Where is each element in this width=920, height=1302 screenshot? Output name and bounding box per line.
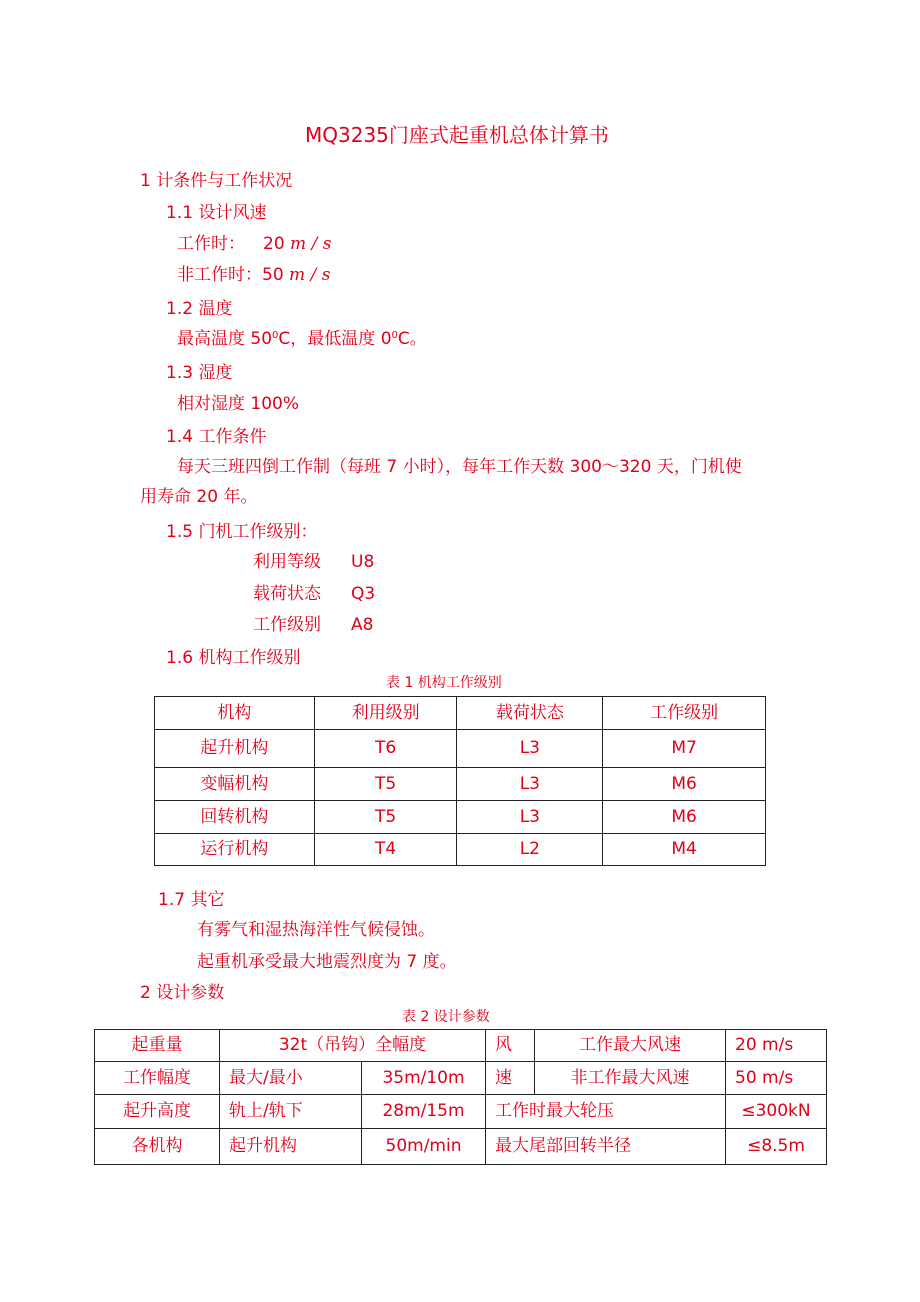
table-row (95, 1129, 827, 1165)
table-cell: 各机构 (95, 1129, 220, 1165)
section-1-5-heading: 1.5 门机工作级别： (166, 522, 318, 542)
other-line-2: 起重机承受最大地震烈度为 7 度。 (197, 952, 457, 972)
table-cell: 20 m/s (726, 1030, 827, 1062)
table-cell: 50 m/s (726, 1062, 827, 1095)
table-cell: 起升机构 (220, 1129, 362, 1165)
table-header-cell: 工作级别 (603, 697, 766, 730)
degree-mark: 0 (272, 330, 279, 341)
table-cell: 32t（吊钩）全幅度 (220, 1030, 486, 1062)
class-value: A8 (351, 615, 374, 635)
table-row (95, 1062, 827, 1095)
table-cell: M6 (603, 768, 766, 801)
table-header-cell: 机构 (155, 697, 315, 730)
wind-unit: m / s (290, 234, 332, 254)
table-row (155, 834, 766, 866)
working-wind-line (177, 236, 331, 253)
table-row (95, 1095, 827, 1129)
class-label: 载荷状态 (253, 584, 321, 604)
table-cell: 最大/最小 (220, 1062, 362, 1095)
class-item-load (253, 586, 375, 603)
table-cell: 起升高度 (95, 1095, 220, 1129)
section-1-heading: 1 计条件与工作状况 (140, 171, 293, 191)
table-cell: 轨上/轨下 (220, 1095, 362, 1129)
class-label: 工作级别 (253, 615, 321, 635)
table-cell: ≤300kN (726, 1095, 827, 1129)
section-1-3-heading: 1.3 湿度 (166, 363, 233, 383)
wind-cell: 速 (486, 1062, 535, 1095)
table-2-caption: 表 2 设计参数 (402, 1009, 490, 1025)
table-header-cell: 载荷状态 (457, 697, 603, 730)
section-1-4-heading: 1.4 工作条件 (166, 427, 267, 447)
table-header-row (155, 697, 766, 730)
non-working-wind-value: 50 (262, 265, 284, 285)
section-2-heading: 2 设计参数 (140, 983, 225, 1003)
table-cell: 50m/min (362, 1129, 486, 1165)
section-1-1-heading: 1.1 设计风速 (166, 203, 267, 223)
temperature-min: C，最低温度 0 (278, 329, 392, 349)
table-header-cell: 利用级别 (314, 697, 457, 730)
non-working-wind-label: 非工作时： (177, 265, 262, 285)
section-1-2-heading: 1.2 温度 (166, 299, 233, 319)
wind-cell: 风 (486, 1030, 535, 1062)
table-cell: L3 (457, 768, 603, 801)
class-item-utilization (253, 554, 374, 571)
table-cell: 28m/15m (362, 1095, 486, 1129)
table-cell: 工作幅度 (95, 1062, 220, 1095)
class-value: Q3 (351, 584, 376, 604)
table-row (155, 730, 766, 768)
table-cell: M6 (603, 801, 766, 834)
design-parameters-table (94, 1029, 827, 1165)
table-cell: T5 (314, 801, 457, 834)
mechanism-class-table (154, 696, 766, 866)
table-cell: L3 (457, 801, 603, 834)
humidity-line: 相对湿度 100% (177, 394, 300, 414)
table-cell: T6 (314, 730, 457, 768)
table-row (155, 768, 766, 801)
table-cell: M7 (603, 730, 766, 768)
class-item-group (253, 617, 373, 634)
class-value: U8 (351, 552, 375, 572)
degree-mark-2: 0 (391, 330, 398, 341)
table-cell: 变幅机构 (155, 768, 315, 801)
table-cell: 35m/10m (362, 1062, 486, 1095)
section-1-6-heading: 1.6 机构工作级别 (166, 648, 301, 668)
working-wind-value: 20 (263, 234, 285, 254)
table-cell: 回转机构 (155, 801, 315, 834)
temperature-line (177, 331, 427, 348)
table-cell: 工作最大风速 (535, 1030, 726, 1062)
table-cell: T4 (314, 834, 457, 866)
table-cell: L3 (457, 730, 603, 768)
table-cell: 最大尾部回转半径 (486, 1129, 726, 1165)
temperature-max: 最高温度 50 (177, 329, 273, 349)
table-cell: 起升机构 (155, 730, 315, 768)
work-conditions-line-1: 每天三班四倒工作制（每班 7 小时），每年工作天数 300～320 天，门机使 (177, 457, 742, 477)
table-row (95, 1030, 827, 1062)
section-1-7-heading: 1.7 其它 (158, 890, 225, 910)
class-label: 利用等级 (253, 552, 321, 572)
temperature-end: C。 (397, 329, 427, 349)
table-cell: 非工作最大风速 (535, 1062, 726, 1095)
table-cell: 运行机构 (155, 834, 315, 866)
other-line-1: 有雾气和湿热海洋性气候侵蚀。 (197, 920, 435, 940)
table-cell: M4 (603, 834, 766, 866)
table-row (155, 801, 766, 834)
table-cell: ≤8.5m (726, 1129, 827, 1165)
table-cell: 工作时最大轮压 (486, 1095, 726, 1129)
table-cell: L2 (457, 834, 603, 866)
table-cell: T5 (314, 768, 457, 801)
working-wind-label: 工作时： (177, 234, 245, 254)
non-working-wind-line (177, 267, 330, 284)
table-1-caption: 表 1 机构工作级别 (386, 675, 502, 691)
table-cell: 起重量 (95, 1030, 220, 1062)
page-title: MQ3235门座式起重机总体计算书 (305, 123, 609, 147)
work-conditions-line-2: 用寿命 20 年。 (140, 487, 258, 507)
wind-unit-2: m / s (289, 265, 331, 285)
